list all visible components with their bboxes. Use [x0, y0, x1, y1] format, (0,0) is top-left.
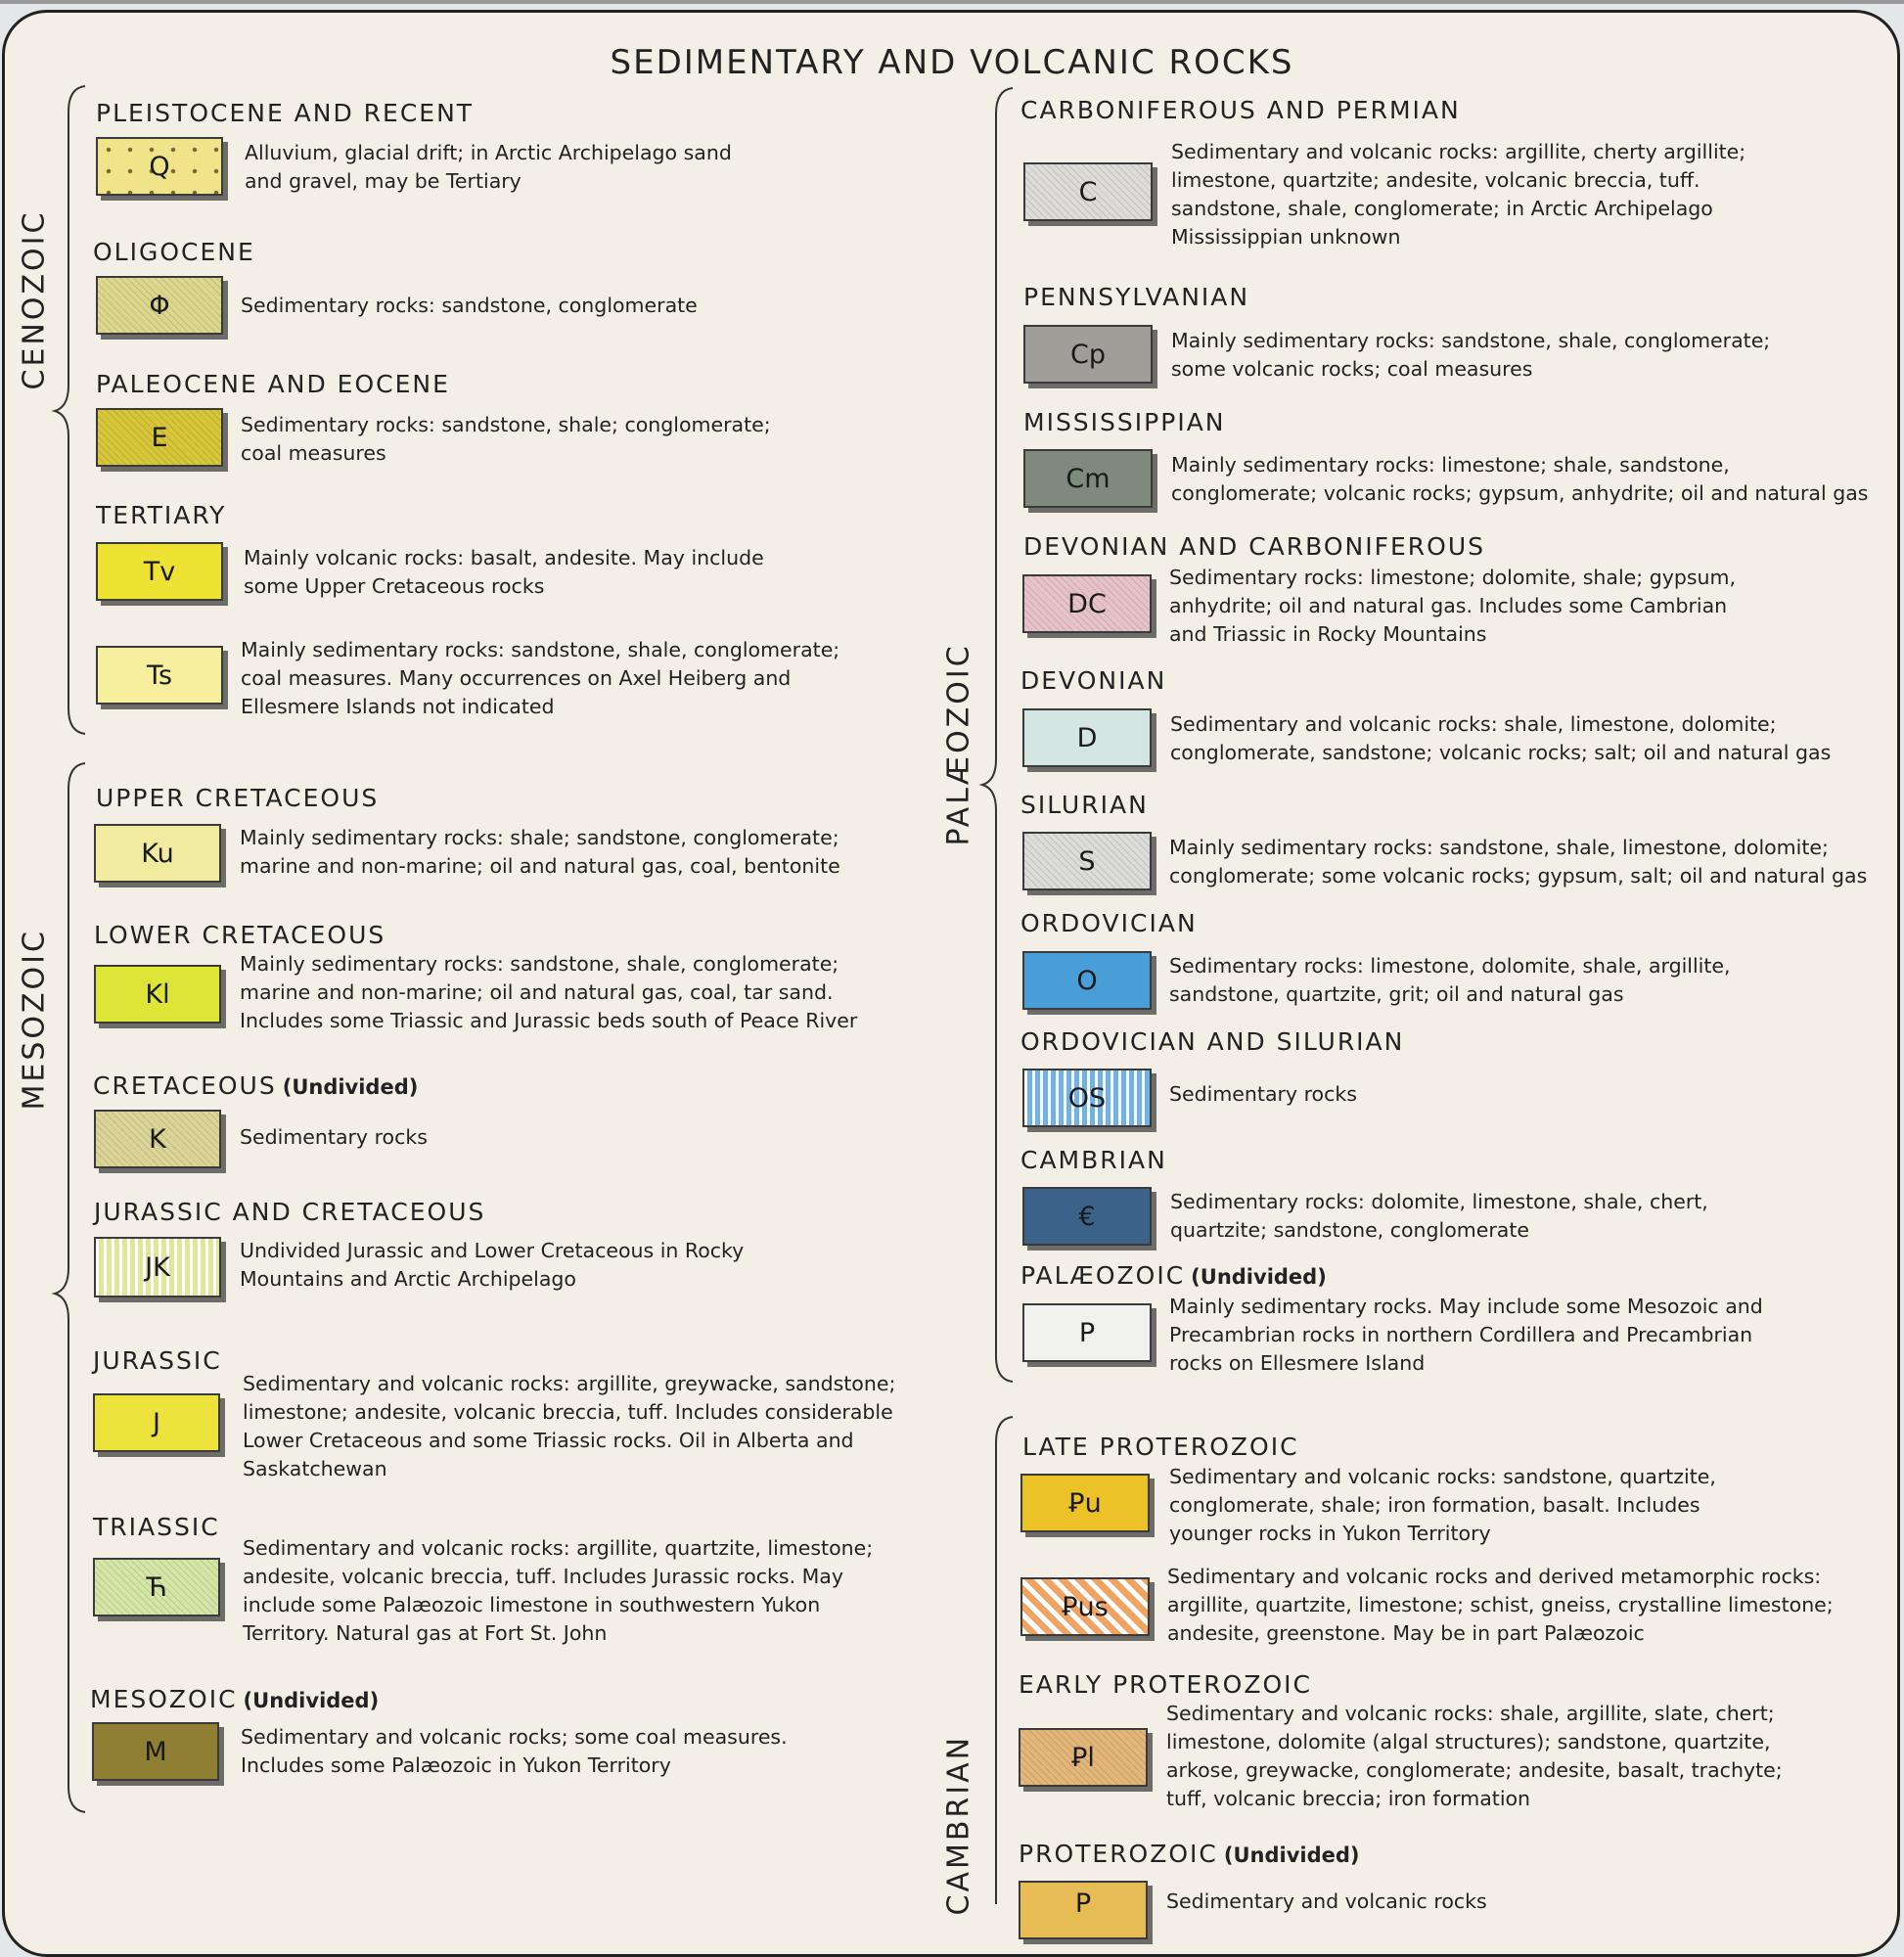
heading-carboniferous-and-permian: CARBONIFEROUS AND PERMIAN: [1020, 96, 1461, 124]
heading-devonian: DEVONIAN: [1020, 666, 1167, 695]
heading-proterozoic-text: PROTEROZOIC: [1019, 1840, 1218, 1868]
heading-cambrian: CAMBRIAN: [1020, 1146, 1167, 1174]
swatch-jk: JK: [94, 1237, 221, 1297]
desc-cm: Mainly sedimentary rocks: limestone; shale, sandstone, conglomerate; volcanic rocks; gypsum, anhydrite; oil and natural gas: [1171, 453, 1869, 505]
brace-precambrian: [978, 1413, 1018, 1904]
swatch-tr: Ћ: [93, 1558, 220, 1616]
heading-oligocene: OLIGOCENE: [93, 238, 255, 266]
heading-lower-cretaceous: LOWER CRETACEOUS: [94, 921, 386, 949]
brace-mesozoic: [51, 759, 90, 1816]
desc-pl: Sedimentary and volcanic rocks: shale, argillite, slate, chert; limestone, dolomite (algal structures); sandstone, quartzite, arkose, greywacke, conglomerate; andesite, basalt, trachyte; tuff, volcanic breccia; iron formation: [1166, 1702, 1783, 1810]
heading-ordovician: ORDOVICIAN: [1020, 909, 1198, 937]
swatch-p: P: [1022, 1303, 1152, 1362]
desc-pu: Sedimentary and volcanic rocks: sandstone, quartzite, conglomerate, shale; iron formation, basalt. Includes younger rocks in Yukon Territory: [1169, 1465, 1716, 1545]
heading-mesozoic-text: MESOZOIC: [90, 1685, 238, 1713]
swatch-o: O: [1022, 951, 1152, 1010]
heading-early-proterozoic: EARLY PROTEROZOIC: [1019, 1670, 1312, 1699]
swatch-d: D: [1022, 708, 1152, 767]
desc-jk: Undivided Jurassic and Lower Cretaceous in Rocky Mountains and Arctic Archipelago: [240, 1239, 745, 1291]
swatch-cp: Cp: [1023, 325, 1153, 384]
swatch-c: C: [1023, 162, 1153, 221]
swatch-cambrian: €: [1022, 1187, 1152, 1246]
heading-mesozoic-undivided: (Undivided): [243, 1689, 380, 1712]
desc-p-undivided: Sedimentary and volcanic rocks: [1166, 1889, 1487, 1913]
desc-q: Alluvium, glacial drift; in Arctic Archipelago sand and gravel, may be Tertiary: [245, 141, 732, 193]
heading-palaeozoic: [1020, 1261, 1327, 1290]
desc-c: Sedimentary and volcanic rocks: argillite, cherty argillite; limestone, quartzite; andesite, volcanic breccia, tuff. sandstone, shale, conglomerate; in Arctic Archipelago Mississippian unknown: [1171, 140, 1746, 249]
heading-mississippian: MISSISSIPPIAN: [1023, 408, 1226, 436]
heading-mesozoic: [90, 1685, 379, 1713]
swatch-s: S: [1022, 832, 1152, 890]
desc-tv: Mainly volcanic rocks: basalt, andesite. May include some Upper Cretaceous rocks: [244, 546, 764, 598]
desc-d: Sedimentary and volcanic rocks: shale, limestone, dolomite; conglomerate, sandstone; volcanic rocks; salt; oil and natural gas: [1170, 712, 1832, 764]
swatch-phi: Φ: [96, 276, 223, 335]
desc-k: Sedimentary rocks: [240, 1125, 428, 1149]
swatch-pu: Ꝑu: [1020, 1474, 1150, 1532]
heading-paleocene-and-eocene: PALEOCENE AND EOCENE: [96, 370, 450, 398]
swatch-cm: Cm: [1023, 449, 1153, 508]
heading-palaeozoic-text: PALÆOZOIC: [1020, 1261, 1186, 1290]
swatch-os: OS: [1022, 1069, 1152, 1127]
heading-upper-cretaceous: UPPER CRETACEOUS: [96, 784, 380, 812]
swatch-pl: Ꝑl: [1019, 1728, 1148, 1787]
desc-j: Sedimentary and volcanic rocks: argillite, greywacke, sandstone; limestone; andesite, volcanic breccia, tuff. Includes considerable Lower Cretaceous and some Triassic rocks. Oil in Alberta and Saskatchewan: [243, 1372, 896, 1480]
desc-dc: Sedimentary rocks: limestone; dolomite, shale; gypsum, anhydrite; oil and natural gas. Includes some Cambrian and Triassic in Rocky Mountains: [1169, 566, 1737, 646]
heading-pennsylvanian: PENNSYLVANIAN: [1023, 283, 1250, 311]
swatch-q: Q: [96, 137, 223, 196]
desc-kl: Mainly sedimentary rocks: sandstone, shale, conglomerate; marine and non-marine; oil and natural gas, coal, tar sand. Includes some Triassic and Jurassic beds south of Peace River: [240, 952, 858, 1032]
legend-title: SEDIMENTARY AND VOLCANIC ROCKS: [610, 43, 1294, 82]
swatch-kl: Kl: [94, 965, 221, 1024]
heading-jurassic-and-cretaceous: JURASSIC AND CRETACEOUS: [94, 1198, 486, 1226]
heading-pleistocene-and-recent: PLEISTOCENE AND RECENT: [96, 99, 475, 127]
era-label-palaeozoic: PALÆOZOIC: [941, 643, 976, 846]
swatch-pus: Ꝑus: [1020, 1577, 1150, 1636]
heading-cretaceous: [93, 1071, 418, 1100]
swatch-p-undivided: P: [1019, 1881, 1148, 1939]
heading-cretaceous-text: CRETACEOUS: [93, 1071, 277, 1100]
desc-cp: Mainly sedimentary rocks: sandstone, shale, conglomerate; some volcanic rocks; coal measures: [1171, 329, 1771, 381]
swatch-k: K: [94, 1110, 221, 1168]
era-label-cenozoic: CENOZOIC: [17, 209, 52, 390]
heading-jurassic: JURASSIC: [93, 1346, 222, 1375]
desc-phi: Sedimentary rocks: sandstone, conglomerate: [241, 294, 698, 317]
heading-proterozoic: [1019, 1840, 1360, 1868]
desc-os: Sedimentary rocks: [1169, 1082, 1357, 1106]
desc-cambrian: Sedimentary rocks: dolomite, limestone, shale, chert, quartzite; sandstone, conglomerate: [1170, 1190, 1708, 1242]
desc-tr: Sedimentary and volcanic rocks: argillite, quartzite, limestone; andesite, volcanic breccia, tuff. Includes Jurassic rocks. May include some Palæozoic limestone in southwestern Yukon Territory. Natural gas at Fort St. John: [243, 1536, 874, 1645]
desc-o: Sedimentary rocks: limestone, dolomite, shale, argillite, sandstone, quartzite, grit; oil and natural gas: [1169, 954, 1731, 1006]
heading-proterozoic-undivided: (Undivided): [1223, 1843, 1360, 1867]
swatch-ts: Ts: [96, 646, 223, 705]
heading-devonian-and-carboniferous: DEVONIAN AND CARBONIFEROUS: [1023, 532, 1485, 561]
desc-p: Mainly sedimentary rocks. May include some Mesozoic and Precambrian rocks in northern Cordillera and Precambrian rocks on Ellesmere Island: [1169, 1295, 1763, 1375]
heading-palaeozoic-undivided: (Undivided): [1191, 1265, 1327, 1289]
brace-cenozoic: [51, 82, 90, 738]
swatch-m: M: [92, 1722, 219, 1781]
era-label-precambrian: CAMBRIAN: [941, 1734, 976, 1916]
heading-ordovician-and-silurian: ORDOVICIAN AND SILURIAN: [1020, 1027, 1405, 1056]
brace-palaeozoic: [978, 84, 1018, 1386]
swatch-j: J: [93, 1393, 220, 1452]
heading-late-proterozoic: LATE PROTEROZOIC: [1022, 1433, 1299, 1461]
heading-silurian: SILURIAN: [1020, 791, 1149, 819]
swatch-ku: Ku: [94, 824, 221, 883]
heading-cretaceous-undivided: (Undivided): [282, 1075, 419, 1099]
swatch-e: E: [96, 408, 223, 467]
desc-m: Sedimentary and volcanic rocks; some coal measures. Includes some Palæozoic in Yukon Territory: [241, 1725, 788, 1777]
desc-s: Mainly sedimentary rocks: sandstone, shale, limestone, dolomite; conglomerate; some volcanic rocks; gypsum, salt; oil and natural gas: [1169, 836, 1868, 887]
heading-triassic: TRIASSIC: [93, 1513, 220, 1541]
swatch-tv: Tv: [96, 542, 223, 601]
heading-tertiary: TERTIARY: [96, 501, 227, 529]
desc-e: Sedimentary rocks: sandstone, shale; conglomerate; coal measures: [241, 413, 771, 465]
map-edge-line: [0, 0, 1904, 4]
desc-ts: Mainly sedimentary rocks: sandstone, shale, conglomerate; coal measures. Many occurrences on Axel Heiberg and Ellesmere Islands not indicated: [241, 638, 840, 718]
desc-ku: Mainly sedimentary rocks: shale; sandstone, conglomerate; marine and non-marine; oil and natural gas, coal, bentonite: [240, 826, 840, 878]
era-label-mesozoic: MESOZOIC: [17, 929, 52, 1111]
desc-pus: Sedimentary and volcanic rocks and derived metamorphic rocks: argillite, quartzite, limestone; schist, gneiss, crystalline limestone; andesite, greenstone. May be in part Palæozoic: [1167, 1565, 1834, 1645]
swatch-dc: DC: [1022, 574, 1152, 633]
